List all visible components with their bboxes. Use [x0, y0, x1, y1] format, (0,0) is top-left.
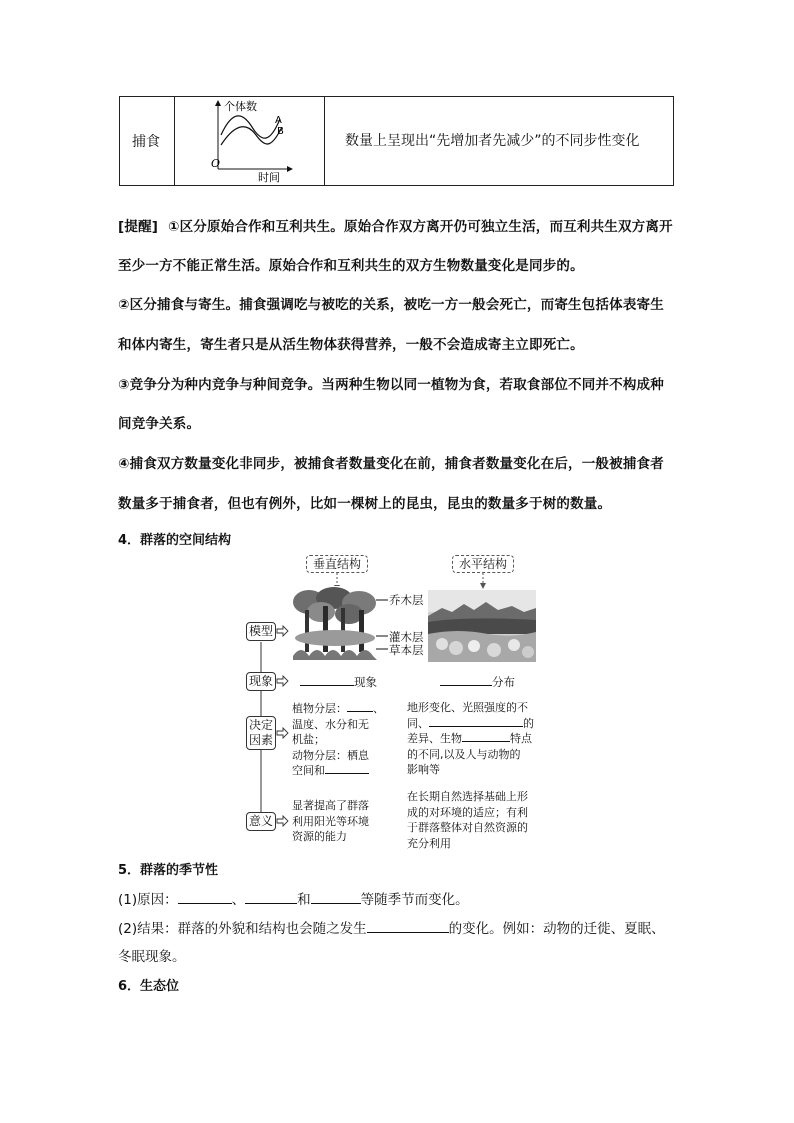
- graph-cell: [174, 97, 325, 185]
- section5-heading: 5．群落的季节性: [118, 863, 219, 878]
- row-label: 捕食: [132, 134, 160, 150]
- row-model-box: 模型: [246, 622, 276, 641]
- phenomenon-left: 现象: [300, 675, 377, 691]
- section6-heading: 6．生态位: [118, 979, 180, 994]
- series-b-label: B: [277, 126, 284, 137]
- tip-p3-line1: ③竞争分为种内竞争与种间竞争。当两种生物以同一植物为食，若取食部位不同并不构成种: [118, 377, 664, 393]
- graph-xlabel: 时间: [258, 171, 280, 184]
- section4-heading: 4．群落的空间结构: [118, 533, 232, 548]
- row-phenomenon-box: 现象: [246, 672, 276, 691]
- layer-herb-label: 草本层: [389, 643, 424, 657]
- layer-tree-label: 乔木层: [389, 593, 424, 607]
- predation-graph: [174, 97, 324, 185]
- tip-p4-line1: ④捕食双方数量变化非同步，被捕食者数量变化在前，捕食者数量变化在后，一般被捕食者: [118, 456, 664, 472]
- layer-shrub-label: 灌木层: [389, 630, 424, 644]
- tip-p1-line2: 至少一方不能正常生活。原始合作和互利共生的双方生物数量变化是同步的。: [118, 258, 584, 274]
- factor-right: 地形变化、光照强度的不 同、 的 差异、生物 特点 的不同,以及人与动物的 影响等: [407, 701, 534, 776]
- meaning-left: 显著提高了群落 利用阳光等环境 资源的能力: [292, 799, 369, 843]
- description-cell: [325, 97, 673, 185]
- vertical-structure-label: 垂直结构: [306, 555, 368, 573]
- tip-p4-line2: 数量多于捕食者，但也有例外，比如一棵树上的昆虫，昆虫的数量多于树的数量。: [118, 496, 612, 512]
- table-label-cell: [120, 97, 175, 185]
- tip-p2-line2: 和体内寄生，寄生者只是从活生物体获得营养，一般不会造成寄主立即死亡。: [118, 337, 584, 353]
- tip-p2-line1: ②区分捕食与寄生。捕食强调吃与被吃的关系，被吃一方一般会死亡，而寄生包括体表寄生: [118, 297, 664, 313]
- meaning-right: 在长期自然选择基础上形 成的对环境的适应；有利 于群落整体对自然资源的 充分利用: [407, 790, 528, 850]
- series-a-label: A: [275, 115, 282, 126]
- tip-p3-line2: 间竞争关系。: [118, 416, 201, 432]
- predation-table: [119, 96, 674, 186]
- predation-description: 数量上呈现出“先增加者先减少”的不同步性变化: [345, 133, 640, 149]
- layer-leader-lines: [376, 594, 390, 656]
- horizontal-structure-label: 水平结构: [452, 555, 514, 573]
- section5-result-cont: 冬眠现象。: [118, 949, 186, 965]
- row-arrows: [276, 624, 290, 834]
- row-factor-box: 决定 因素: [246, 716, 276, 750]
- factor-left: 植物分层： 、 温度、水分和无 机盐； 动物分层：栖息 空间和: [292, 702, 384, 777]
- phenomenon-right: 分布: [440, 675, 515, 691]
- row-meaning-box: 意义: [246, 812, 276, 831]
- landscape-photo-icon: [428, 590, 536, 662]
- tip-p1-line1: [提醒] ①区分原始合作和互利共生。原始合作双方离开仍可独立生活，而互利共生双方离开: [118, 219, 673, 235]
- section5-cause: (1)原因： 、 和 等随季节而变化。: [118, 892, 469, 908]
- tip-tag: [提醒]: [118, 219, 159, 235]
- graph-origin: O: [211, 157, 221, 170]
- graph-ylabel: 个体数: [224, 100, 257, 113]
- section5-result: (2)结果：群落的外貌和结构也会随之发生 的变化。例如：动物的迁徙、夏眠、: [118, 921, 665, 937]
- forest-illustration-icon: [289, 586, 381, 662]
